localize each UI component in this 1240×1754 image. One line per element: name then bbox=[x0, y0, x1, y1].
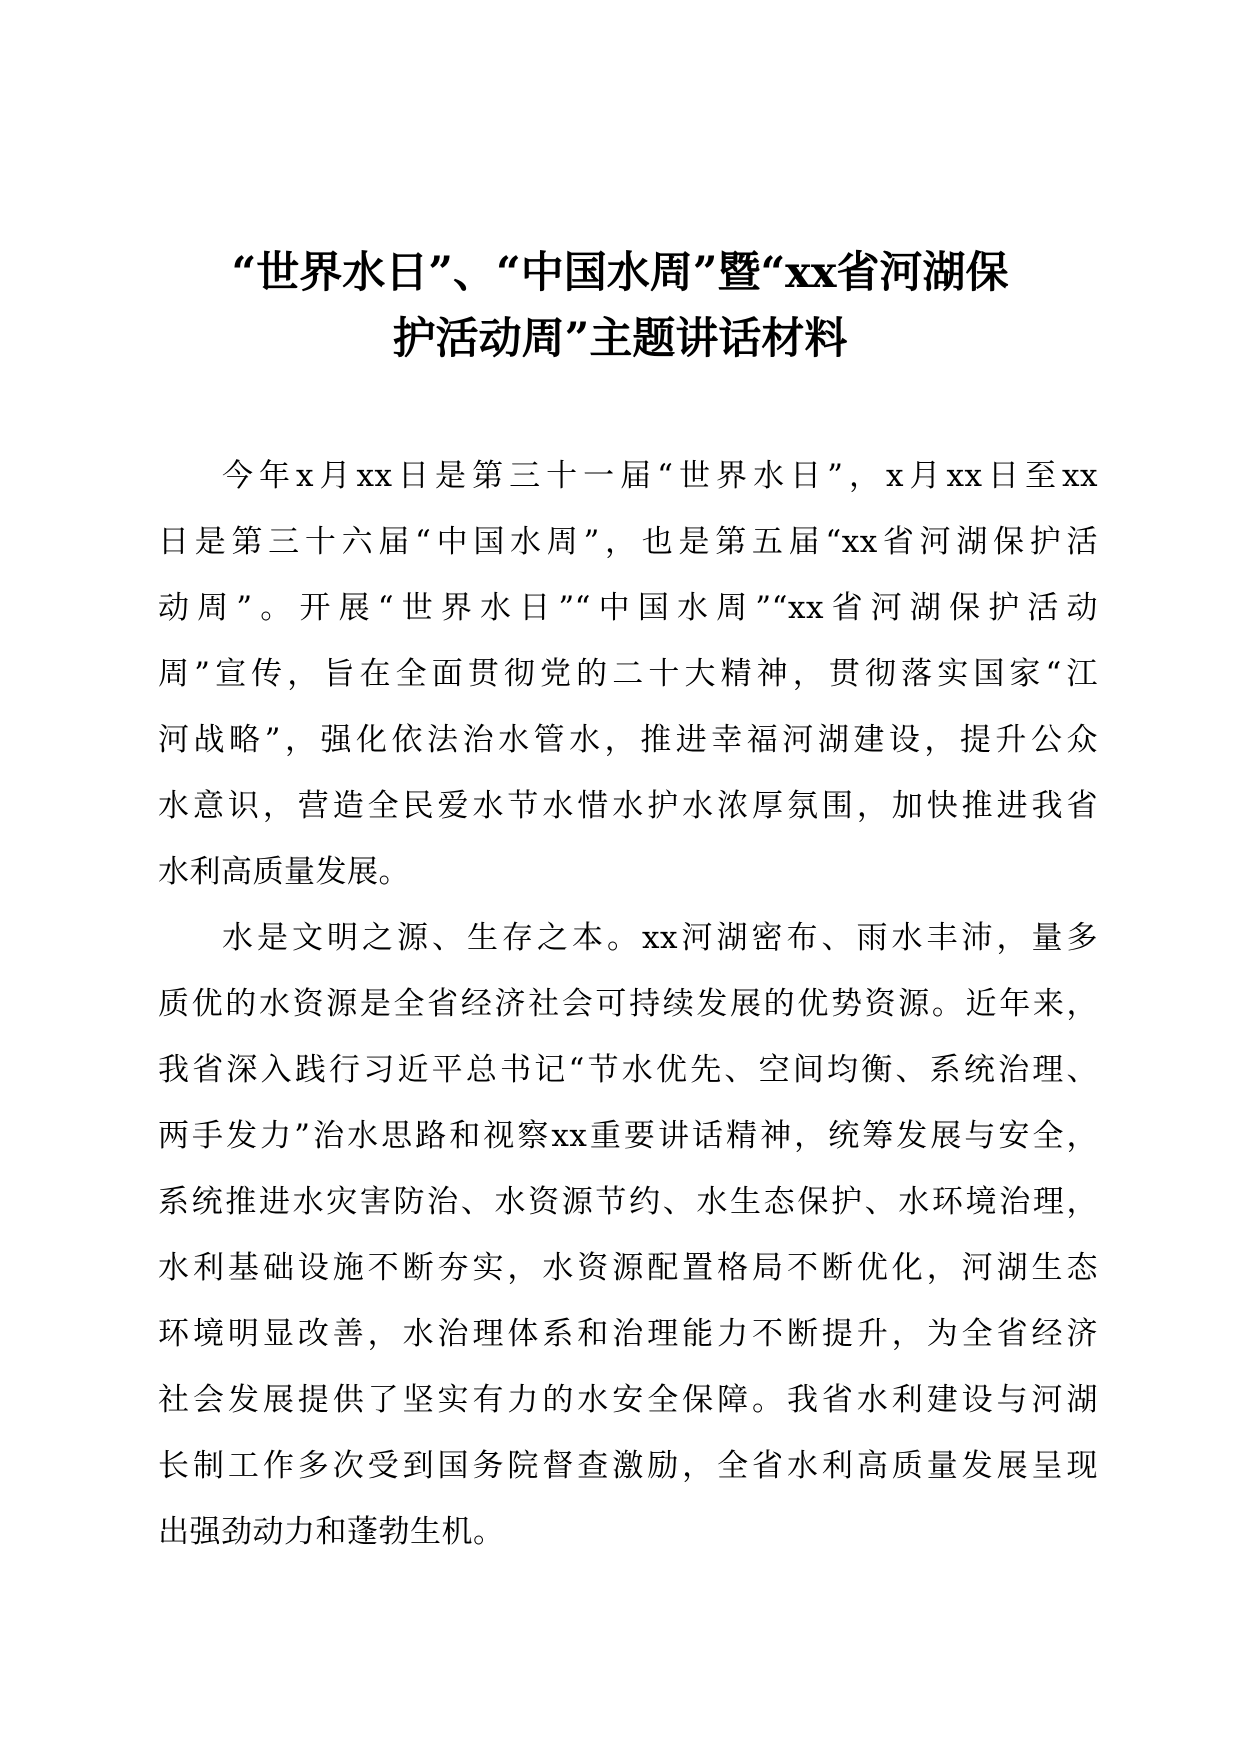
paragraph-line: 系统推进水灾害防治、水资源节约、水生态保护、水环境治理， bbox=[158, 1184, 1098, 1220]
paragraph-line: 社会发展提供了坚实有力的水安全保障。我省水利建设与河湖 bbox=[158, 1382, 1098, 1418]
paragraph-line: 水利基础设施不断夯实，水资源配置格局不断优化，河湖生态 bbox=[158, 1250, 1098, 1286]
paragraph-line: 质优的水资源是全省经济社会可持续发展的优势资源。近年来， bbox=[158, 986, 1098, 1022]
title-line: “世界水日”、“中国水周”暨“xx省河湖保 bbox=[231, 248, 1009, 298]
paragraph-line: 动周”。开展“世界水日”“中国水周”“xx省河湖保护活动 bbox=[158, 590, 1098, 626]
paragraph-line: 水是文明之源、生存之本。xx河湖密布、雨水丰沛，量多 bbox=[222, 920, 1098, 956]
paragraph-line: 周”宣传，旨在全面贯彻党的二十大精神，贯彻落实国家“江 bbox=[158, 656, 1098, 692]
paragraph-line: 今年x月xx日是第三十一届“世界水日”，x月xx日至xx bbox=[222, 458, 1098, 494]
paragraph-line: 日是第三十六届“中国水周”，也是第五届“xx省河湖保护活 bbox=[158, 524, 1098, 560]
document-body bbox=[158, 443, 1098, 1565]
paragraph-line: 水利高质量发展。 bbox=[158, 854, 410, 890]
paragraph bbox=[158, 905, 1098, 1565]
document-title bbox=[150, 240, 1090, 372]
paragraph-line: 我省深入践行习近平总书记“节水优先、空间均衡、系统治理、 bbox=[158, 1052, 1098, 1088]
paragraph-line: 出强劲动力和蓬勃生机。 bbox=[158, 1514, 505, 1550]
title-line: 护活动周”主题讲话材料 bbox=[392, 314, 848, 364]
paragraph-line: 两手发力”治水思路和视察xx重要讲话精神，统筹发展与安全， bbox=[158, 1118, 1098, 1154]
paragraph-line: 长制工作多次受到国务院督查激励，全省水利高质量发展呈现 bbox=[158, 1448, 1098, 1484]
paragraph-line: 水意识，营造全民爱水节水惜水护水浓厚氛围，加快推进我省 bbox=[158, 788, 1098, 824]
paragraph-line: 河战略”，强化依法治水管水，推进幸福河湖建设，提升公众 bbox=[158, 722, 1098, 758]
paragraph bbox=[158, 443, 1098, 905]
paragraph-line: 环境明显改善，水治理体系和治理能力不断提升，为全省经济 bbox=[158, 1316, 1098, 1352]
